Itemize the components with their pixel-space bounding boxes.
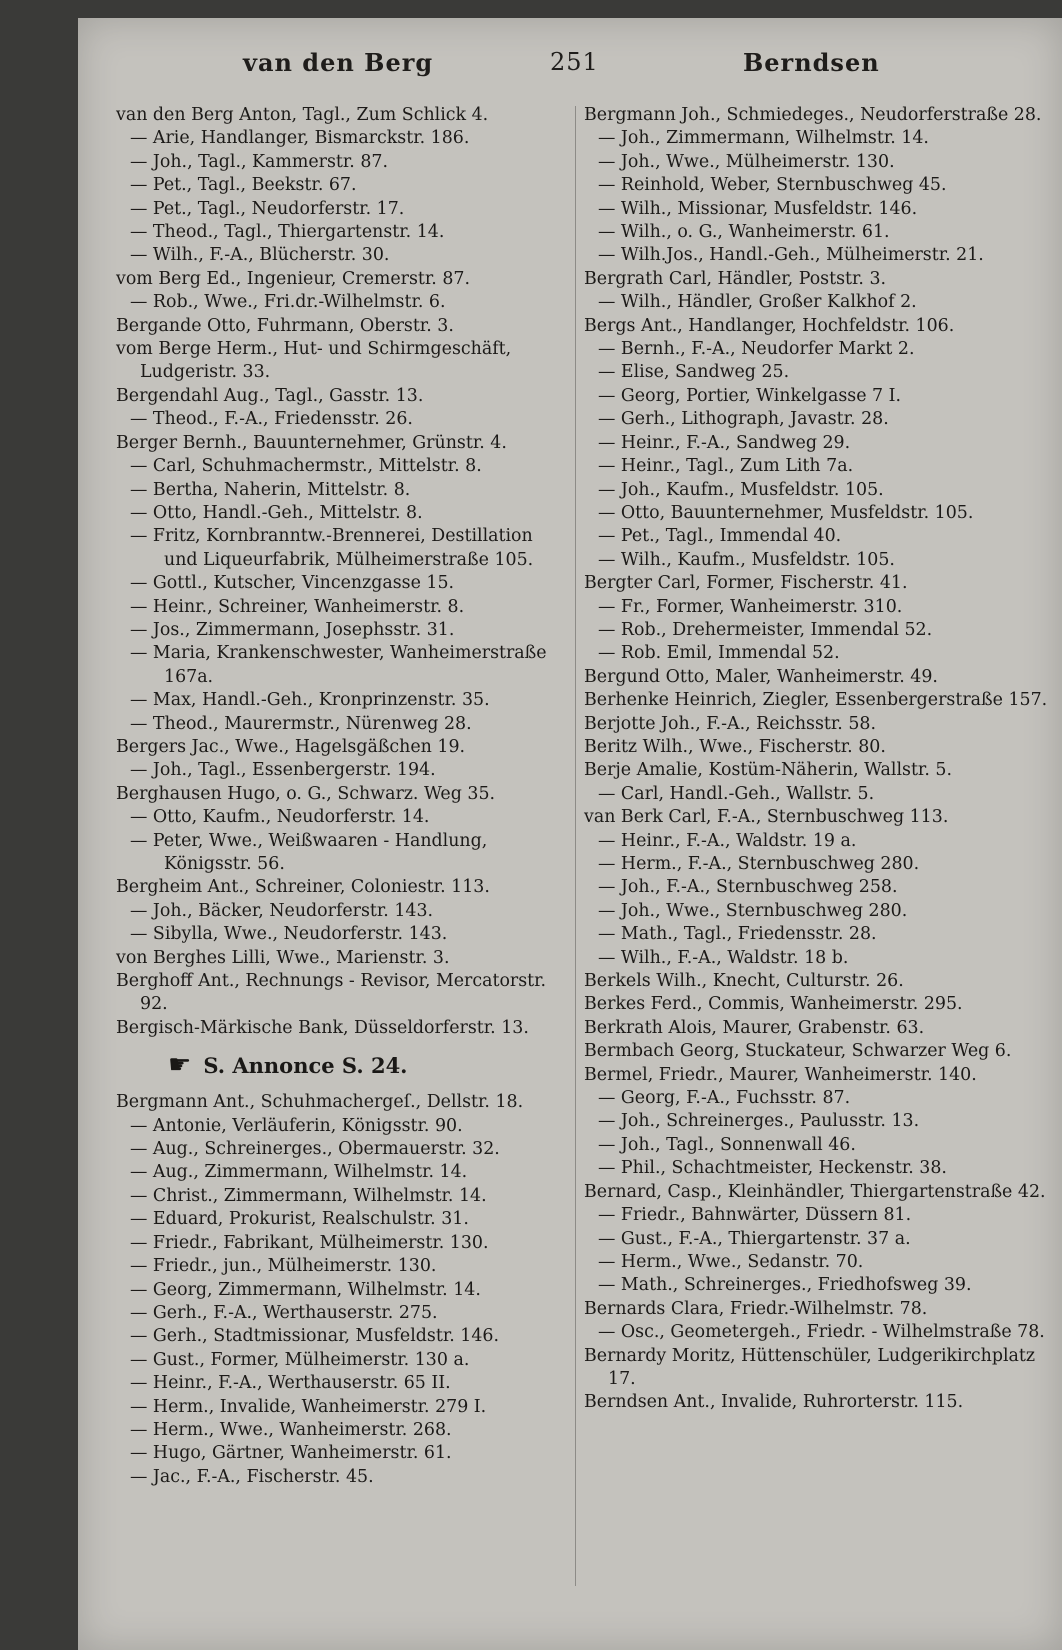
directory-entry: — Sibylla, Wwe., Neudorferstr. 143. <box>130 924 448 945</box>
directory-entry: — Theod., F.-A., Friedensstr. 26. <box>130 409 413 430</box>
directory-entry: — Carl, Schuhmachermstr., Mittelstr. 8. <box>130 456 482 477</box>
directory-entry: — Friedr., Bahnwärter, Düssern 81. <box>598 1205 912 1226</box>
directory-entry: — Maria, Krankenschwester, Wanheimerstraße 167a. <box>130 643 547 687</box>
directory-entry: — Phil., Schachtmeister, Heckenstr. 38. <box>598 1158 947 1179</box>
directory-entry: — Aug., Schreinerges., Obermauerstr. 32. <box>130 1139 500 1160</box>
directory-entry: — Friedr., jun., Mülheimerstr. 130. <box>130 1256 437 1277</box>
directory-entry: — Gust., Former, Mülheimerstr. 130 a. <box>130 1349 470 1370</box>
directory-entry: — Math., Tagl., Friedensstr. 28. <box>598 924 877 945</box>
directory-entry: — Rob., Drehermeister, Immendal 52. <box>598 619 933 640</box>
directory-entry: — Herm., Invalide, Wanheimerstr. 279 I. <box>130 1396 487 1417</box>
directory-entry: Berndsen Ant., Invalide, Ruhrorterstr. 115. <box>584 1392 964 1413</box>
directory-entry: Bergisch-Märkische Bank, Düsseldorferstr. 13. <box>116 1017 529 1038</box>
directory-entry: — Gerh., F.-A., Werthauserstr. 275. <box>130 1302 438 1323</box>
directory-entry: Bergund Otto, Maler, Wanheimerstr. 49. <box>584 666 938 687</box>
directory-entry: — Wilh., Missionar, Musfeldstr. 146. <box>598 198 918 219</box>
directory-entry: — Christ., Zimmermann, Wilhelmstr. 14. <box>130 1185 487 1206</box>
directory-entry: — Eduard, Prokurist, Realschulstr. 31. <box>130 1209 469 1230</box>
directory-entry: — Otto, Kaufm., Neudorferstr. 14. <box>130 807 430 828</box>
directory-entry: — Peter, Wwe., Weißwaaren - Handlung, Königsstr. 56. <box>130 830 488 874</box>
directory-entry: — Joh., Zimmermann, Wilhelmstr. 14. <box>598 128 929 149</box>
directory-entry: — Pet., Tagl., Beekstr. 67. <box>130 175 357 196</box>
directory-entry: — Wilh., Händler, Großer Kalkhof 2. <box>598 292 917 313</box>
header-right-keyword: Berndsen <box>743 48 880 77</box>
directory-entry: — Gerh., Lithograph, Javastr. 28. <box>598 409 889 430</box>
directory-entry: — Joh., Wwe., Mülheimerstr. 130. <box>598 151 895 172</box>
directory-entry: — Heinr., F.-A., Werthauserstr. 65 II. <box>130 1373 451 1394</box>
directory-entry: Bermbach Georg, Stuckateur, Schwarzer Weg 6. <box>584 1041 1012 1062</box>
directory-entry: — Carl, Handl.-Geh., Wallstr. 5. <box>598 783 875 804</box>
directory-entry: — Wilh., Kaufm., Musfeldstr. 105. <box>598 549 895 570</box>
directory-entry: — Joh., Tagl., Essenbergerstr. 194. <box>130 760 436 781</box>
directory-entry: Bergande Otto, Fuhrmann, Oberstr. 3. <box>116 315 454 336</box>
directory-entry: — Joh., Schreinerges., Paulusstr. 13. <box>598 1111 920 1132</box>
directory-entry: Berhenke Heinrich, Ziegler, Essenbergerstraße 157. <box>584 690 1048 711</box>
directory-entry: — Osc., Geometergeh., Friedr. - Wilhelmstraße 78. <box>598 1322 1045 1343</box>
directory-entry: — Georg, F.-A., Fuchsstr. 87. <box>598 1088 851 1109</box>
directory-entry: Bergmann Joh., Schmiedeges., Neudorferstraße 28. <box>584 105 1042 125</box>
left-column <box>116 104 571 1489</box>
directory-entry: — Heinr., F.-A., Sandweg 29. <box>598 432 851 453</box>
directory-entry: — Elise, Sandweg 25. <box>598 362 790 383</box>
directory-entry: Berghoff Ant., Rechnungs - Revisor, Mercatorstr. 92. <box>116 971 547 1015</box>
directory-entry: — Wilh., F.-A., Blücherstr. 30. <box>130 245 390 266</box>
directory-entry: Bergheim Ant., Schreiner, Coloniestr. 113. <box>116 877 490 898</box>
directory-entry: — Joh., Tagl., Sonnenwall 46. <box>598 1134 856 1155</box>
directory-entry: Bergs Ant., Handlanger, Hochfeldstr. 106. <box>584 315 955 336</box>
directory-entry: van den Berg Anton, Tagl., Zum Schlick 4. <box>116 105 489 125</box>
directory-entry: — Reinhold, Weber, Sternbuschweg 45. <box>598 175 947 196</box>
directory-entry: — Theod., Tagl., Thiergartenstr. 14. <box>130 222 445 243</box>
directory-entry: — Math., Schreinerges., Friedhofsweg 39. <box>598 1275 972 1296</box>
directory-entry: — Fritz, Kornbranntw.-Brennerei, Destillation und Liqueurfabrik, Mülheimerstraße 105. <box>130 526 534 570</box>
annonce-reference <box>168 1046 571 1085</box>
directory-entry: — Heinr., F.-A., Waldstr. 19 a. <box>598 830 857 851</box>
directory-entry: — Aug., Zimmermann, Wilhelmstr. 14. <box>130 1162 468 1183</box>
directory-entry: — Pet., Tagl., Neudorferstr. 17. <box>130 198 405 219</box>
pointing-hand-icon: ☛ <box>168 1050 192 1081</box>
directory-entry: — Wilh., o. G., Wanheimerstr. 61. <box>598 222 890 243</box>
directory-entry: Bergmann Ant., Schuhmachergeſ., Dellstr. 18. <box>116 1092 524 1113</box>
directory-entry: Bermel, Friedr., Maurer, Wanheimerstr. 140. <box>584 1064 977 1085</box>
directory-entry: — Joh., Tagl., Kammerstr. 87. <box>130 151 389 172</box>
directory-entry: Berkels Wilh., Knecht, Culturstr. 26. <box>584 971 904 992</box>
directory-entry: — Herm., Wwe., Wanheimerstr. 268. <box>130 1419 452 1440</box>
directory-entry: — Wilh.Jos., Handl.-Geh., Mülheimerstr. 21. <box>598 245 984 266</box>
directory-entry: Bergers Jac., Wwe., Hagelsgäßchen 19. <box>116 736 466 757</box>
directory-entry: Berkes Ferd., Commis, Wanheimerstr. 295. <box>584 994 963 1015</box>
directory-entry: Berjotte Joh., F.-A., Reichsstr. 58. <box>584 713 877 734</box>
directory-entry: Bernardy Moritz, Hüttenschüler, Ludgerikirchplatz 17. <box>584 1345 1036 1389</box>
directory-entry: Bergter Carl, Former, Fischerstr. 41. <box>584 573 908 594</box>
directory-entry: — Gust., F.-A., Thiergartenstr. 37 a. <box>598 1228 911 1249</box>
directory-entry: Berje Amalie, Kostüm-Näherin, Wallstr. 5. <box>584 760 952 781</box>
directory-entry: Bergrath Carl, Händler, Poststr. 3. <box>584 268 887 289</box>
directory-entry: — Wilh., F.-A., Waldstr. 18 b. <box>598 947 849 968</box>
directory-entry: — Rob., Wwe., Fri.dr.-Wilhelmstr. 6. <box>130 292 446 313</box>
directory-entry: — Max, Handl.-Geh., Kronprinzenstr. 35. <box>130 690 490 711</box>
directory-entry: — Hugo, Gärtner, Wanheimerstr. 61. <box>130 1443 452 1464</box>
header-left-keyword: van den Berg <box>243 48 434 77</box>
directory-entry: — Heinr., Schreiner, Wanheimerstr. 8. <box>130 596 465 617</box>
directory-entry: — Jos., Zimmermann, Josephsstr. 31. <box>130 619 455 640</box>
directory-entry: — Georg, Zimmermann, Wilhelmstr. 14. <box>130 1279 481 1300</box>
directory-entry: — Bertha, Naherin, Mittelstr. 8. <box>130 479 411 500</box>
directory-entry: — Rob. Emil, Immendal 52. <box>598 643 840 664</box>
directory-entry: — Joh., Kaufm., Musfeldstr. 105. <box>598 479 884 500</box>
directory-entry: — Gottl., Kutscher, Vincenzgasse 15. <box>130 573 455 594</box>
directory-entry: — Joh., F.-A., Sternbuschweg 258. <box>598 877 898 898</box>
directory-entry: Bernard, Casp., Kleinhändler, Thiergartenstraße 42. <box>584 1181 1046 1202</box>
directory-entry: — Fr., Former, Wanheimerstr. 310. <box>598 596 903 617</box>
directory-entry: — Heinr., Tagl., Zum Lith 7a. <box>598 456 854 477</box>
directory-entry: — Friedr., Fabrikant, Mülheimerstr. 130. <box>130 1232 489 1253</box>
directory-entry: — Herm., Wwe., Sedanstr. 70. <box>598 1251 864 1272</box>
directory-entry: Bergendahl Aug., Tagl., Gasstr. 13. <box>116 385 424 406</box>
directory-entry: — Jac., F.-A., Fischerstr. 45. <box>130 1466 374 1487</box>
directory-entry: — Joh., Bäcker, Neudorferstr. 143. <box>130 900 434 921</box>
directory-entry: Berkrath Alois, Maurer, Grabenstr. 63. <box>584 1017 925 1038</box>
directory-entry: van Berk Carl, F.-A., Sternbuschweg 113. <box>584 807 949 828</box>
directory-entry: — Joh., Wwe., Sternbuschweg 280. <box>598 900 908 921</box>
directory-entry: — Pet., Tagl., Immendal 40. <box>598 526 842 547</box>
page-header <box>78 48 1062 92</box>
directory-entry: — Otto, Bauunternehmer, Musfeldstr. 105. <box>598 502 974 523</box>
directory-entry: vom Berge Herm., Hut- und Schirmgeschäft, Ludgeristr. 33. <box>116 339 512 383</box>
directory-entry: — Arie, Handlanger, Bismarckstr. 186. <box>130 128 470 149</box>
directory-entry: — Gerh., Stadtmissionar, Musfeldstr. 146. <box>130 1326 499 1347</box>
page-number: 251 <box>550 48 599 76</box>
right-column <box>584 104 1054 1415</box>
directory-entry: — Georg, Portier, Winkelgasse 7 I. <box>598 385 902 406</box>
directory-entry: vom Berg Ed., Ingenieur, Cremerstr. 87. <box>116 268 471 289</box>
directory-entry: — Antonie, Verläuferin, Königsstr. 90. <box>130 1115 463 1136</box>
directory-entry: — Herm., F.-A., Sternbuschweg 280. <box>598 854 920 874</box>
directory-entry: von Berghes Lilli, Wwe., Marienstr. 3. <box>116 947 450 968</box>
directory-entry: Beritz Wilh., Wwe., Fischerstr. 80. <box>584 736 886 757</box>
directory-entry: Bernards Clara, Friedr.-Wilhelmstr. 78. <box>584 1298 928 1319</box>
directory-entry: — Otto, Handl.-Geh., Mittelstr. 8. <box>130 502 423 523</box>
directory-entry: — Theod., Maurermstr., Nürenweg 28. <box>130 713 472 734</box>
column-divider <box>575 106 576 1586</box>
directory-entry: — Bernh., F.-A., Neudorfer Markt 2. <box>598 339 915 360</box>
annonce-text: S. Annonce S. 24. <box>203 1053 408 1079</box>
directory-entry: Berger Bernh., Bauunternehmer, Grünstr. 4. <box>116 432 507 453</box>
directory-entry: Berghausen Hugo, o. G., Schwarz. Weg 35. <box>116 783 496 804</box>
directory-page <box>78 18 1062 1650</box>
